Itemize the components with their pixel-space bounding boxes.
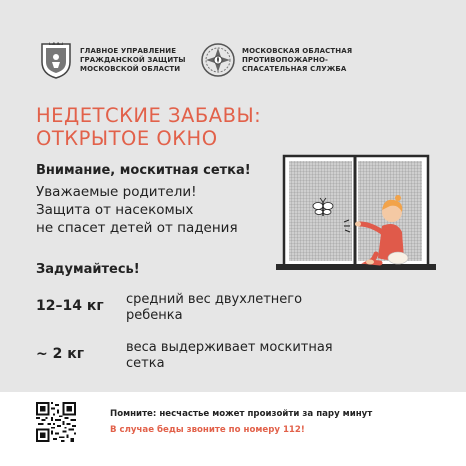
parents-message [36,183,238,237]
org-gu-civil-defense [38,40,186,80]
fact-value: ~ 2 кг [36,346,85,362]
org-fire-rescue-service [200,40,352,80]
footer-emergency-number: В случае беды звоните по номеру 112! [110,425,305,435]
fact-description-line: веса выдерживает москитная [126,340,333,355]
org-name-line: МОСКОВСКАЯ ОБЛАСТНАЯ [242,46,353,55]
fire-rescue-service-emblem-icon [200,40,236,80]
think-heading: Задумайтесь! [36,262,140,277]
org-name [242,47,352,74]
fact-description [126,292,302,324]
org-name-line: МОСКОВСКОЙ ОБЛАСТИ [80,64,181,73]
poster-title [36,104,261,150]
qr-code-icon[interactable] [36,402,76,442]
org-name [80,47,186,74]
fact-value: 12–14 кг [36,298,104,314]
parents-message-line: не спасет детей от падения [36,220,238,236]
fact-child-weight [36,292,302,324]
fact-description-line: средний вес двухлетнего [126,292,303,307]
poster-title-line: ОТКРЫТОЕ ОКНО [36,127,218,150]
org-name-line: СПАСАТЕЛЬНАЯ СЛУЖБА [242,64,347,73]
fact-description-line: сетка [126,356,165,371]
parents-message-line: Уважаемые родители! [36,184,197,200]
org-name-line: ГЛАВНОЕ УПРАВЛЕНИЕ [80,46,177,55]
attention-heading: Внимание, москитная сетка! [36,163,251,178]
fact-net-capacity [36,340,333,372]
moscow-oblast-coat-of-arms-icon [38,40,74,80]
child-at-mosquito-net-window-illustration [270,150,440,280]
poster-title-line: НЕДЕТСКИЕ ЗАБАВЫ: [36,104,262,127]
fact-description-line: ребенка [126,308,183,323]
org-name-line: ГРАЖДАНСКОЙ ЗАЩИТЫ [80,55,186,64]
parents-message-line: Защита от насекомых [36,202,194,218]
fact-description [126,340,333,372]
org-name-line: ПРОТИВОПОЖАРНО- [242,55,328,64]
footer-reminder: Помните: несчастье может произойти за пару минут [110,409,373,419]
footer-bar [0,392,466,466]
